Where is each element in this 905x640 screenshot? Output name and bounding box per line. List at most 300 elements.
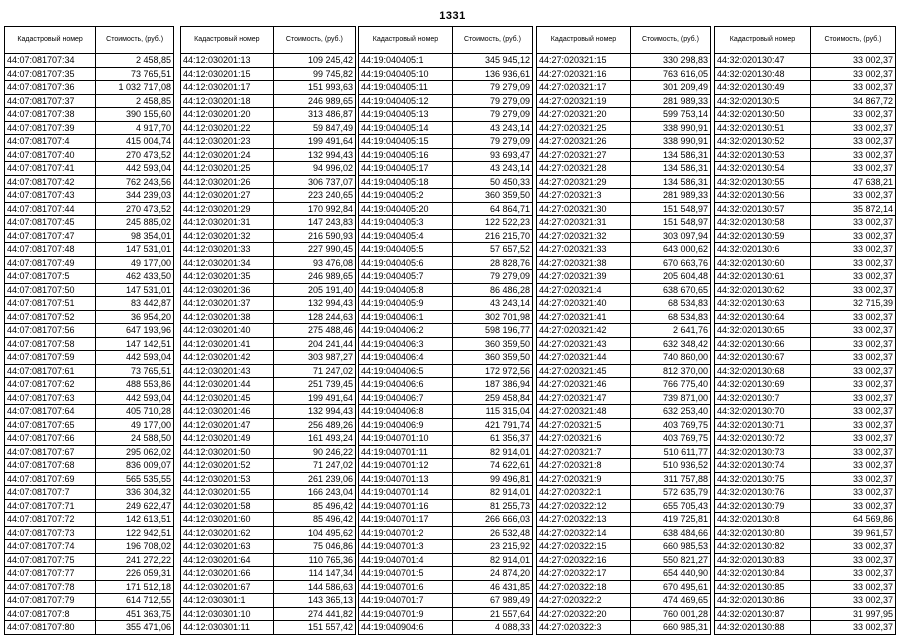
cost-cell: 39 961,57: [810, 526, 895, 540]
cadastral-number-cell: 44:12:030201:53: [181, 472, 274, 486]
cost-cell: 632 348,42: [630, 337, 710, 351]
cadastral-number-cell: 44:19:040405:17: [359, 162, 453, 176]
table-row: [5, 81, 174, 95]
cost-cell: 79 279,09: [452, 81, 532, 95]
cost-cell: 99 745,82: [273, 67, 355, 81]
table-row: [359, 324, 533, 338]
cadastral-number-cell: 44:07:081707:74: [5, 540, 96, 554]
header-cost: Стоимость, (руб.): [273, 27, 355, 54]
cost-cell: 266 666,03: [452, 513, 532, 527]
cadastral-table-4: [536, 26, 711, 635]
cadastral-number-cell: 44:27:020322:16: [537, 553, 631, 567]
table-row: [715, 621, 896, 635]
cost-cell: 122 522,23: [452, 216, 532, 230]
table-row: [537, 162, 711, 176]
cost-cell: 245 885,02: [96, 216, 174, 230]
cost-cell: 43 243,14: [452, 162, 532, 176]
cadastral-number-cell: 44:19:040701:17: [359, 513, 453, 527]
table-row: [181, 351, 356, 365]
cadastral-number-cell: 44:19:040405:7: [359, 270, 453, 284]
cost-cell: 32 715,39: [810, 297, 895, 311]
cost-cell: 274 441,82: [273, 607, 355, 621]
table-row: [715, 580, 896, 594]
table-row: [359, 432, 533, 446]
table-row: [537, 121, 711, 135]
cost-cell: 114 147,34: [273, 567, 355, 581]
cost-cell: 355 471,06: [96, 621, 174, 635]
cadastral-number-cell: 44:27:020321:27: [537, 148, 631, 162]
cost-cell: 763 616,05: [630, 67, 710, 81]
table-row: [359, 135, 533, 149]
cost-cell: 403 769,75: [630, 432, 710, 446]
cadastral-number-cell: 44:27:020321:46: [537, 378, 631, 392]
cost-cell: 33 002,37: [810, 324, 895, 338]
cost-cell: 670 495,61: [630, 580, 710, 594]
cadastral-number-cell: 44:27:020321:5: [537, 418, 631, 432]
cost-cell: 660 985,53: [630, 540, 710, 554]
cost-cell: 122 942,51: [96, 526, 174, 540]
cadastral-number-cell: 44:32:020130:47: [715, 54, 811, 68]
table-row: [359, 202, 533, 216]
cadastral-number-cell: 44:12:030201:50: [181, 445, 274, 459]
header-cadastral: Кадастровый номер: [715, 27, 811, 54]
table-row: [181, 54, 356, 68]
cost-cell: 172 972,56: [452, 364, 532, 378]
table-row: [359, 243, 533, 257]
table-header-row: [537, 27, 711, 54]
cadastral-number-cell: 44:27:020321:15: [537, 54, 631, 68]
cadastral-number-cell: 44:12:030201:34: [181, 256, 274, 270]
cadastral-number-cell: 44:19:040701:14: [359, 486, 453, 500]
cost-cell: 74 622,61: [452, 459, 532, 473]
cost-cell: 147 142,51: [96, 337, 174, 351]
table-row: [359, 162, 533, 176]
cost-cell: 421 791,74: [452, 418, 532, 432]
cost-cell: 462 433,50: [96, 270, 174, 284]
cadastral-number-cell: 44:07:081707:61: [5, 364, 96, 378]
cadastral-number-cell: 44:12:030201:66: [181, 567, 274, 581]
cadastral-number-cell: 44:07:081707:44: [5, 202, 96, 216]
table-row: [715, 81, 896, 95]
cost-cell: 134 586,31: [630, 148, 710, 162]
cadastral-number-cell: 44:27:020322:18: [537, 580, 631, 594]
header-cadastral: Кадастровый номер: [537, 27, 631, 54]
table-row: [537, 445, 711, 459]
cadastral-number-cell: 44:27:020321:8: [537, 459, 631, 473]
table-row: [359, 553, 533, 567]
cost-cell: 43 243,14: [452, 121, 532, 135]
cost-cell: 68 534,83: [630, 310, 710, 324]
table-row: [537, 472, 711, 486]
cadastral-number-cell: 44:19:040405:10: [359, 67, 453, 81]
table-row: [359, 513, 533, 527]
table-row: [5, 418, 174, 432]
table-header-row: [359, 27, 533, 54]
cost-cell: 143 365,13: [273, 594, 355, 608]
table-row: [181, 526, 356, 540]
table-row: [537, 216, 711, 230]
cadastral-number-cell: 44:32:020130:79: [715, 499, 811, 513]
table-row: [5, 445, 174, 459]
table-row: [181, 81, 356, 95]
cadastral-number-cell: 44:27:020321:17: [537, 81, 631, 95]
cadastral-number-cell: 44:32:020130:87: [715, 607, 811, 621]
cadastral-number-cell: 44:07:081707:7: [5, 486, 96, 500]
cost-cell: 28 828,76: [452, 256, 532, 270]
cost-cell: 94 996,02: [273, 162, 355, 176]
cadastral-number-cell: 44:27:020321:26: [537, 135, 631, 149]
cadastral-number-cell: 44:12:030201:63: [181, 540, 274, 554]
cadastral-number-cell: 44:07:081707:38: [5, 108, 96, 122]
cost-cell: 599 753,14: [630, 108, 710, 122]
table-row: [537, 54, 711, 68]
cadastral-number-cell: 44:07:081707:47: [5, 229, 96, 243]
cost-cell: 49 177,00: [96, 418, 174, 432]
cost-cell: 33 002,37: [810, 270, 895, 284]
cost-cell: 61 356,37: [452, 432, 532, 446]
table-row: [5, 243, 174, 257]
table-row: [181, 553, 356, 567]
cadastral-number-cell: 44:07:081707:59: [5, 351, 96, 365]
cadastral-number-cell: 44:12:030201:49: [181, 432, 274, 446]
table-row: [181, 135, 356, 149]
table-row: [537, 364, 711, 378]
cost-cell: 33 002,37: [810, 594, 895, 608]
cadastral-number-cell: 44:07:081707:58: [5, 337, 96, 351]
cadastral-number-cell: 44:07:081707:49: [5, 256, 96, 270]
table-row: [715, 594, 896, 608]
cadastral-number-cell: 44:32:020130:69: [715, 378, 811, 392]
cadastral-number-cell: 44:32:020130:70: [715, 405, 811, 419]
cadastral-number-cell: 44:32:020130:5: [715, 94, 811, 108]
table-row: [359, 499, 533, 513]
table-row: [5, 580, 174, 594]
header-cost: Стоимость, (руб.): [452, 27, 532, 54]
cost-cell: 142 613,51: [96, 513, 174, 527]
table-row: [181, 459, 356, 473]
cost-cell: 33 002,37: [810, 567, 895, 581]
cost-cell: 655 705,43: [630, 499, 710, 513]
table-row: [5, 175, 174, 189]
cost-cell: 34 867,72: [810, 94, 895, 108]
cadastral-number-cell: 44:12:030201:32: [181, 229, 274, 243]
cadastral-number-cell: 44:12:030201:46: [181, 405, 274, 419]
table-row: [181, 594, 356, 608]
table-row: [5, 621, 174, 635]
cost-cell: 303 987,27: [273, 351, 355, 365]
cadastral-number-cell: 44:32:020130:60: [715, 256, 811, 270]
cadastral-number-cell: 44:32:020130:50: [715, 108, 811, 122]
cadastral-number-cell: 44:07:081707:75: [5, 553, 96, 567]
cost-cell: 144 586,63: [273, 580, 355, 594]
table-row: [715, 54, 896, 68]
cadastral-number-cell: 44:19:040405:15: [359, 135, 453, 149]
cadastral-number-cell: 44:19:040405:4: [359, 229, 453, 243]
cadastral-number-cell: 44:32:020130:8: [715, 513, 811, 527]
cadastral-number-cell: 44:07:081707:67: [5, 445, 96, 459]
cadastral-number-cell: 44:07:081707:40: [5, 148, 96, 162]
table-row: [359, 108, 533, 122]
cost-cell: 226 059,31: [96, 567, 174, 581]
table-row: [537, 310, 711, 324]
table-row: [181, 472, 356, 486]
page-number: 1331: [439, 10, 466, 22]
table-row: [181, 310, 356, 324]
cost-cell: 33 002,37: [810, 418, 895, 432]
cadastral-number-cell: 44:12:030201:35: [181, 270, 274, 284]
cadastral-number-cell: 44:12:030201:52: [181, 459, 274, 473]
table-row: [715, 135, 896, 149]
table-row: [715, 324, 896, 338]
cadastral-number-cell: 44:27:020321:7: [537, 445, 631, 459]
cost-cell: 33 002,37: [810, 81, 895, 95]
cadastral-number-cell: 44:12:030201:60: [181, 513, 274, 527]
cadastral-number-cell: 44:12:030301:10: [181, 607, 274, 621]
table-row: [181, 108, 356, 122]
table-row: [715, 405, 896, 419]
cadastral-number-cell: 44:27:020322:14: [537, 526, 631, 540]
cost-cell: 33 002,37: [810, 351, 895, 365]
table-row: [715, 94, 896, 108]
cost-cell: 79 279,09: [452, 135, 532, 149]
cadastral-number-cell: 44:12:030201:17: [181, 81, 274, 95]
cadastral-number-cell: 44:07:081707:71: [5, 499, 96, 513]
cadastral-number-cell: 44:12:030201:24: [181, 148, 274, 162]
table-row: [181, 540, 356, 554]
cadastral-number-cell: 44:19:040904:6: [359, 621, 453, 635]
cadastral-number-cell: 44:27:020321:41: [537, 310, 631, 324]
table-row: [181, 243, 356, 257]
cost-cell: 104 495,62: [273, 526, 355, 540]
cadastral-number-cell: 44:27:020322:15: [537, 540, 631, 554]
cost-cell: 79 279,09: [452, 270, 532, 284]
cost-cell: 510 936,52: [630, 459, 710, 473]
cadastral-number-cell: 44:07:081707:56: [5, 324, 96, 338]
table-row: [359, 67, 533, 81]
table-row: [537, 81, 711, 95]
table-row: [715, 162, 896, 176]
table-row: [5, 607, 174, 621]
cadastral-number-cell: 44:12:030201:55: [181, 486, 274, 500]
cadastral-number-cell: 44:12:030201:40: [181, 324, 274, 338]
cadastral-number-cell: 44:19:040405:1: [359, 54, 453, 68]
cost-cell: 35 872,14: [810, 202, 895, 216]
table-row: [359, 216, 533, 230]
cost-cell: 161 493,24: [273, 432, 355, 446]
table-row: [181, 202, 356, 216]
cost-cell: 442 593,04: [96, 391, 174, 405]
cost-cell: 241 272,22: [96, 553, 174, 567]
table-row: [5, 202, 174, 216]
table-row: [5, 216, 174, 230]
cadastral-number-cell: 44:32:020130:63: [715, 297, 811, 311]
cost-cell: 33 002,37: [810, 621, 895, 635]
cadastral-number-cell: 44:27:020322:20: [537, 607, 631, 621]
table-row: [181, 337, 356, 351]
cadastral-number-cell: 44:19:040406:2: [359, 324, 453, 338]
cadastral-number-cell: 44:32:020130:72: [715, 432, 811, 446]
cadastral-number-cell: 44:12:030201:27: [181, 189, 274, 203]
table-row: [537, 324, 711, 338]
cadastral-number-cell: 44:27:020321:45: [537, 364, 631, 378]
cadastral-number-cell: 44:19:040701:2: [359, 526, 453, 540]
table-row: [359, 148, 533, 162]
cadastral-number-cell: 44:32:020130:49: [715, 81, 811, 95]
table-row: [359, 378, 533, 392]
cadastral-number-cell: 44:27:020321:43: [537, 337, 631, 351]
cost-cell: 638 670,65: [630, 283, 710, 297]
table-row: [715, 67, 896, 81]
cost-cell: 256 489,26: [273, 418, 355, 432]
cadastral-number-cell: 44:27:020321:44: [537, 351, 631, 365]
cadastral-number-cell: 44:19:040701:10: [359, 432, 453, 446]
cost-cell: 660 985,31: [630, 621, 710, 635]
table-row: [715, 513, 896, 527]
cadastral-number-cell: 44:32:020130:61: [715, 270, 811, 284]
cadastral-table-2: [180, 26, 356, 635]
table-row: [5, 540, 174, 554]
cadastral-number-cell: 44:32:020130:74: [715, 459, 811, 473]
cost-cell: 360 359,50: [452, 337, 532, 351]
cost-cell: 405 710,28: [96, 405, 174, 419]
table-row: [181, 391, 356, 405]
cost-cell: 33 002,37: [810, 499, 895, 513]
cadastral-number-cell: 44:12:030301:1: [181, 594, 274, 608]
table-row: [5, 108, 174, 122]
cadastral-number-cell: 44:27:020322:17: [537, 567, 631, 581]
cadastral-number-cell: 44:32:020130:80: [715, 526, 811, 540]
cadastral-number-cell: 44:19:040406:3: [359, 337, 453, 351]
cost-cell: 216 590,93: [273, 229, 355, 243]
cadastral-number-cell: 44:07:081707:37: [5, 94, 96, 108]
table-row: [5, 351, 174, 365]
table-row: [537, 270, 711, 284]
table-row: [181, 216, 356, 230]
cadastral-number-cell: 44:12:030201:64: [181, 553, 274, 567]
table-row: [359, 526, 533, 540]
table-row: [5, 513, 174, 527]
cost-cell: 132 994,43: [273, 297, 355, 311]
cost-cell: 132 994,43: [273, 148, 355, 162]
cost-cell: 246 989,65: [273, 94, 355, 108]
table-row: [359, 256, 533, 270]
table-row: [181, 378, 356, 392]
cost-cell: 488 553,86: [96, 378, 174, 392]
cadastral-number-cell: 44:32:020130:82: [715, 540, 811, 554]
table-row: [715, 108, 896, 122]
cadastral-number-cell: 44:27:020321:28: [537, 162, 631, 176]
table-row: [5, 297, 174, 311]
table-row: [359, 607, 533, 621]
cadastral-number-cell: 44:12:030201:13: [181, 54, 274, 68]
cadastral-number-cell: 44:27:020322:13: [537, 513, 631, 527]
table-row: [715, 148, 896, 162]
table-row: [359, 486, 533, 500]
table-row: [537, 621, 711, 635]
cost-cell: 2 458,85: [96, 54, 174, 68]
table-row: [359, 310, 533, 324]
table-header-row: [181, 27, 356, 54]
cadastral-number-cell: 44:27:020321:31: [537, 216, 631, 230]
cadastral-number-cell: 44:27:020321:16: [537, 67, 631, 81]
cadastral-number-cell: 44:07:081707:41: [5, 162, 96, 176]
cost-cell: 170 992,84: [273, 202, 355, 216]
cost-cell: 739 871,00: [630, 391, 710, 405]
cost-cell: 205 191,40: [273, 283, 355, 297]
cadastral-number-cell: 44:07:081707:8: [5, 607, 96, 621]
table-row: [181, 162, 356, 176]
cost-cell: 654 440,90: [630, 567, 710, 581]
cadastral-number-cell: 44:19:040701:3: [359, 540, 453, 554]
table-row: [5, 486, 174, 500]
cost-cell: 134 586,31: [630, 162, 710, 176]
table-row: [5, 553, 174, 567]
table-row: [537, 607, 711, 621]
cadastral-number-cell: 44:19:040701:13: [359, 472, 453, 486]
cadastral-number-cell: 44:32:020130:67: [715, 351, 811, 365]
cadastral-number-cell: 44:12:030201:38: [181, 310, 274, 324]
table-row: [181, 175, 356, 189]
cadastral-number-cell: 44:19:040701:9: [359, 607, 453, 621]
table-row: [359, 391, 533, 405]
table-row: [715, 432, 896, 446]
cost-cell: 33 002,37: [810, 445, 895, 459]
table-row: [359, 459, 533, 473]
cost-cell: 115 315,04: [452, 405, 532, 419]
cadastral-number-cell: 44:32:020130:65: [715, 324, 811, 338]
cost-cell: 31 997,95: [810, 607, 895, 621]
cost-cell: 344 239,03: [96, 189, 174, 203]
cost-cell: 33 002,37: [810, 553, 895, 567]
cadastral-number-cell: 44:27:020321:9: [537, 472, 631, 486]
cost-cell: 565 535,55: [96, 472, 174, 486]
cost-cell: 295 062,02: [96, 445, 174, 459]
cadastral-number-cell: 44:07:081707:51: [5, 297, 96, 311]
cadastral-number-cell: 44:32:020130:7: [715, 391, 811, 405]
table-row: [5, 189, 174, 203]
cadastral-number-cell: 44:27:020321:40: [537, 297, 631, 311]
table-row: [359, 594, 533, 608]
table-row: [5, 121, 174, 135]
table-row: [537, 283, 711, 297]
table-row: [181, 94, 356, 108]
cost-cell: 270 473,52: [96, 148, 174, 162]
table-row: [537, 391, 711, 405]
table-row: [5, 229, 174, 243]
cadastral-number-cell: 44:07:081707:39: [5, 121, 96, 135]
cadastral-number-cell: 44:12:030201:45: [181, 391, 274, 405]
cadastral-number-cell: 44:27:020321:3: [537, 189, 631, 203]
cost-cell: 442 593,04: [96, 351, 174, 365]
table-row: [537, 459, 711, 473]
table-row: [537, 351, 711, 365]
table-row: [181, 405, 356, 419]
cadastral-number-cell: 44:12:030201:44: [181, 378, 274, 392]
table-row: [715, 310, 896, 324]
cadastral-number-cell: 44:12:030201:37: [181, 297, 274, 311]
table-row: [5, 364, 174, 378]
table-row: [715, 216, 896, 230]
table-row: [715, 378, 896, 392]
table-row: [5, 135, 174, 149]
cadastral-number-cell: 44:27:020321:30: [537, 202, 631, 216]
cost-cell: 47 638,21: [810, 175, 895, 189]
cadastral-number-cell: 44:32:020130:86: [715, 594, 811, 608]
cadastral-number-cell: 44:27:020321:48: [537, 405, 631, 419]
cadastral-number-cell: 44:19:040406:5: [359, 364, 453, 378]
cadastral-number-cell: 44:32:020130:53: [715, 148, 811, 162]
cadastral-number-cell: 44:19:040406:9: [359, 418, 453, 432]
